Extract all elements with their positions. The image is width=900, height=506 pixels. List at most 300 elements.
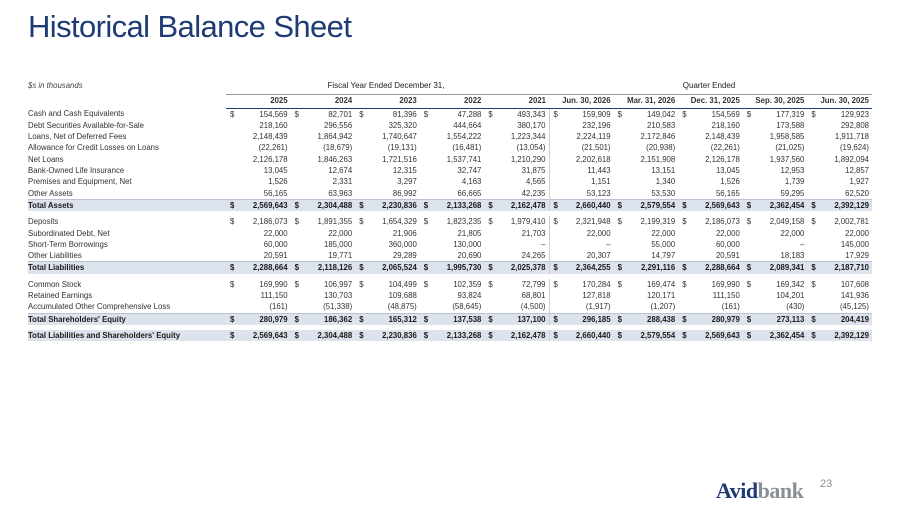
row-label: Loans, Net of Deferred Fees (28, 132, 127, 142)
value-cell (807, 176, 872, 187)
value-cell (355, 301, 420, 313)
row-label: Premises and Equipment, Net (28, 177, 132, 187)
cell-value: 137,538 (453, 314, 482, 324)
cell-value: 2,321,948 (575, 217, 611, 227)
cell-value: 232,196 (582, 120, 611, 130)
cell-value: 1,537,741 (446, 154, 482, 164)
cell-value: (161) (721, 302, 740, 312)
row-label: Debt Securities Available-for-Sale (28, 120, 145, 130)
currency-symbol: $ (746, 109, 752, 119)
currency-symbol: $ (294, 217, 299, 227)
cell-value: 1,864,942 (317, 132, 353, 142)
currency-symbol: $ (746, 330, 752, 340)
value-cell (614, 239, 679, 250)
column-header: 2023 (355, 95, 420, 108)
currency-symbol: $ (553, 200, 558, 210)
cell-value: 296,185 (582, 314, 611, 324)
value-cell (807, 301, 872, 313)
cell-value: 42,235 (521, 188, 546, 198)
cell-value: 360,000 (388, 239, 417, 249)
value-cell (678, 279, 743, 290)
table-row (28, 290, 872, 301)
cell-value: 22,000 (263, 228, 288, 238)
currency-symbol: $ (746, 217, 752, 227)
cell-value: 292,808 (840, 120, 869, 130)
currency-symbol: $ (359, 200, 364, 210)
value-cell (549, 165, 614, 176)
cell-value: 18,183 (780, 251, 805, 261)
row-label: Common Stock (28, 279, 82, 289)
value-cell (484, 290, 549, 301)
cell-value: 2,199,319 (640, 217, 676, 227)
cell-value: 47,288 (457, 109, 482, 119)
currency-symbol: $ (811, 217, 816, 227)
avidbank-logo (716, 478, 803, 504)
cell-value: 1,340 (655, 177, 676, 187)
cell-value: 288,438 (647, 314, 676, 324)
value-cell (226, 262, 291, 274)
table-row (28, 142, 872, 153)
value-cell (420, 131, 485, 142)
cell-value: 444,664 (453, 120, 482, 130)
row-label: Total Assets (28, 199, 226, 211)
value-cell (678, 313, 743, 325)
value-cell (743, 216, 808, 227)
value-cell (484, 131, 549, 142)
row-label: Cash and Cash Equivalents (28, 109, 125, 119)
value-cell (226, 228, 291, 239)
value-cell (355, 262, 420, 274)
value-cell (355, 165, 420, 176)
value-cell (355, 250, 420, 262)
cell-value: 1,927 (849, 177, 869, 187)
table-row (28, 188, 872, 200)
value-cell (678, 301, 743, 313)
currency-symbol: $ (617, 200, 622, 210)
currency-symbol: $ (553, 314, 558, 324)
currency-symbol: $ (230, 109, 235, 119)
cell-value: 22,000 (780, 228, 805, 238)
logo-part-bank: bank (757, 478, 804, 503)
cell-value: 173,588 (776, 120, 805, 130)
cell-value: (19,624) (839, 143, 869, 153)
value-cell (420, 216, 485, 227)
cell-value: 2,304,488 (317, 200, 353, 210)
cell-value: 56,165 (263, 188, 288, 198)
currency-symbol: $ (294, 279, 299, 289)
cell-value: 2,288,664 (705, 263, 740, 273)
value-cell (420, 120, 485, 131)
currency-symbol: $ (746, 200, 752, 210)
value-cell (614, 108, 679, 120)
balance-sheet-table (28, 80, 872, 341)
value-cell (678, 250, 743, 262)
cell-value: 2,291,116 (640, 263, 676, 273)
value-cell (743, 188, 808, 200)
cell-value: 60,000 (715, 239, 740, 249)
value-cell (549, 120, 614, 131)
cell-value: 218,160 (711, 120, 740, 130)
currency-symbol: $ (811, 314, 816, 324)
value-cell (678, 188, 743, 200)
cell-value: 2,224,119 (576, 132, 611, 142)
value-cell (291, 290, 356, 301)
cell-value: 2,230,836 (382, 330, 417, 340)
value-cell (484, 108, 549, 120)
table-row (28, 165, 872, 176)
currency-symbol: $ (811, 279, 816, 289)
value-cell (614, 301, 679, 313)
value-cell (291, 250, 356, 262)
value-cell (678, 131, 743, 142)
cell-value: 22,000 (328, 228, 353, 238)
currency-symbol: $ (682, 314, 687, 324)
column-header: Jun. 30, 2026 (549, 95, 614, 108)
cell-value: 2,569,643 (705, 330, 740, 340)
table-row (28, 301, 872, 313)
cell-value: 2,025,378 (510, 263, 546, 273)
currency-symbol: $ (230, 217, 235, 227)
cell-value: (21,501) (581, 143, 611, 153)
cell-value: 72,799 (521, 279, 546, 289)
column-header: 2022 (420, 95, 485, 108)
cell-value: 3,297 (397, 177, 417, 187)
cell-value: 1,739 (784, 177, 805, 187)
value-cell (420, 176, 485, 187)
cell-value: 296,556 (324, 120, 353, 130)
value-cell (226, 188, 291, 200)
value-cell (807, 131, 872, 142)
value-cell (484, 228, 549, 239)
value-cell (549, 301, 614, 313)
currency-symbol: $ (617, 314, 622, 324)
value-cell (420, 290, 485, 301)
currency-symbol: $ (617, 109, 622, 119)
cell-value: 20,591 (263, 251, 288, 261)
value-cell (807, 165, 872, 176)
cell-value: 56,165 (715, 188, 740, 198)
value-cell (549, 262, 614, 274)
value-cell (807, 239, 872, 250)
cell-value: 2,331 (332, 177, 353, 187)
value-cell (484, 165, 549, 176)
value-cell (226, 165, 291, 176)
value-cell (226, 142, 291, 153)
currency-symbol: $ (359, 330, 364, 340)
value-cell (614, 290, 679, 301)
currency-symbol: $ (423, 217, 429, 227)
currency-symbol: $ (682, 263, 687, 273)
column-header: Mar. 31, 2026 (614, 95, 679, 108)
cell-value: 4,163 (461, 177, 482, 187)
cell-value: 59,295 (780, 188, 805, 198)
cell-value: 2,202,618 (575, 154, 611, 164)
value-cell (743, 120, 808, 131)
cell-value: 19,771 (328, 251, 353, 261)
cell-value: 141,936 (840, 291, 869, 301)
cell-value: 21,805 (457, 228, 482, 238)
cell-value: 2,569,643 (705, 200, 740, 210)
value-cell (355, 108, 420, 120)
cell-value: (22,261) (258, 143, 288, 153)
table-row (28, 120, 872, 131)
value-cell (614, 131, 679, 142)
value-cell (614, 313, 679, 325)
currency-symbol: $ (811, 330, 816, 340)
value-cell (807, 199, 872, 211)
grand-total-row (28, 330, 872, 341)
value-cell (549, 330, 614, 341)
currency-symbol: $ (423, 200, 429, 210)
cell-value: 2,186,073 (705, 217, 740, 227)
value-cell (420, 154, 485, 165)
value-cell (291, 301, 356, 313)
cell-value: 2,162,478 (510, 330, 546, 340)
cell-value: 2,049,158 (769, 217, 805, 227)
row-label: Net Loans (28, 154, 64, 164)
currency-symbol: $ (811, 263, 816, 273)
value-cell (355, 313, 420, 325)
value-cell (743, 165, 808, 176)
cell-value: 1,979,410 (510, 217, 546, 227)
cell-value: 120,171 (647, 291, 676, 301)
value-cell (420, 228, 485, 239)
value-cell (420, 239, 485, 250)
table-row (28, 108, 872, 120)
cell-value: 106,997 (324, 279, 353, 289)
currency-symbol: $ (359, 263, 364, 273)
cell-value: 145,000 (840, 239, 869, 249)
cell-value: 55,000 (651, 239, 676, 249)
value-cell (807, 216, 872, 227)
cell-value: 1,151 (591, 177, 611, 187)
currency-symbol: $ (359, 109, 364, 119)
cell-value: 2,133,268 (446, 330, 482, 340)
cell-value: 380,170 (517, 120, 546, 130)
cell-value: 1,721,516 (382, 154, 417, 164)
value-cell (291, 188, 356, 200)
value-cell (291, 120, 356, 131)
value-cell (678, 216, 743, 227)
row-label: Other Assets (28, 188, 73, 198)
cell-value: 2,660,440 (575, 200, 611, 210)
value-cell (549, 250, 614, 262)
cell-value: 2,186,073 (252, 217, 288, 227)
cell-value: 149,042 (647, 109, 676, 119)
value-cell (291, 262, 356, 274)
row-label: Retained Earnings (28, 291, 93, 301)
cell-value: 2,392,129 (834, 330, 869, 340)
currency-symbol: $ (488, 217, 493, 227)
cell-value: (1,917) (585, 302, 611, 312)
row-label: Total Liabilities (28, 262, 226, 274)
currency-symbol: $ (488, 314, 493, 324)
cell-value: 130,703 (324, 291, 353, 301)
cell-value: 186,362 (324, 314, 353, 324)
currency-symbol: $ (230, 314, 235, 324)
cell-value: (13,054) (516, 143, 546, 153)
value-cell (678, 154, 743, 165)
value-cell (549, 131, 614, 142)
value-cell (355, 154, 420, 165)
currency-symbol: $ (294, 263, 299, 273)
value-cell (420, 301, 485, 313)
value-cell (549, 313, 614, 325)
cell-value: 2,148,439 (252, 132, 288, 142)
cell-value: 21,906 (392, 228, 417, 238)
cell-value: 1,995,730 (446, 263, 482, 273)
value-cell (614, 120, 679, 131)
value-cell (420, 199, 485, 211)
currency-symbol: $ (423, 263, 429, 273)
cell-value: 2,362,454 (769, 330, 805, 340)
value-cell (291, 176, 356, 187)
cell-value: 154,569 (259, 109, 288, 119)
cell-value: – (800, 239, 805, 249)
cell-value: 13,151 (651, 166, 676, 176)
column-header: Sep. 30, 2025 (743, 95, 808, 108)
column-header: Jun. 30, 2025 (807, 95, 872, 108)
currency-symbol: $ (359, 279, 364, 289)
cell-value: 20,690 (457, 251, 482, 261)
cell-value: 2,172,846 (640, 132, 676, 142)
value-cell (743, 176, 808, 187)
value-cell (484, 301, 549, 313)
cell-value: 1,823,235 (446, 217, 482, 227)
cell-value: 111,150 (712, 291, 740, 301)
cell-value: 165,312 (388, 314, 417, 324)
cell-value: 102,359 (453, 279, 482, 289)
cell-value: 154,569 (711, 109, 740, 119)
cell-value: 2,065,524 (382, 263, 417, 273)
cell-value: 273,113 (776, 314, 805, 324)
currency-symbol: $ (553, 279, 558, 289)
cell-value: 2,151,908 (640, 154, 676, 164)
cell-value: 493,343 (517, 109, 546, 119)
value-cell (807, 154, 872, 165)
currency-symbol: $ (811, 109, 816, 119)
cell-value: 17,929 (845, 251, 869, 261)
total-row (28, 313, 872, 325)
value-cell (549, 154, 614, 165)
currency-symbol: $ (488, 200, 493, 210)
cell-value: (20,938) (646, 143, 676, 153)
cell-value: 1,891,355 (317, 217, 353, 227)
value-cell (614, 165, 679, 176)
value-cell (226, 120, 291, 131)
cell-value: 12,674 (328, 166, 353, 176)
currency-symbol: $ (359, 314, 364, 324)
value-cell (291, 239, 356, 250)
cell-value: 104,499 (388, 279, 417, 289)
cell-value: 107,608 (840, 279, 869, 289)
currency-symbol: $ (488, 263, 493, 273)
cell-value: 325,320 (388, 120, 417, 130)
cell-value: 2,579,554 (640, 200, 676, 210)
cell-value: 22,000 (715, 228, 740, 238)
cell-value: 2,288,664 (252, 263, 288, 273)
cell-value: 53,530 (651, 188, 676, 198)
value-cell (226, 131, 291, 142)
cell-value: (1,207) (650, 302, 676, 312)
value-cell (355, 142, 420, 153)
value-cell (743, 279, 808, 290)
cell-value: 20,307 (586, 251, 611, 261)
cell-value: 2,187,710 (834, 263, 869, 273)
value-cell (291, 199, 356, 211)
cell-value: 280,979 (711, 314, 740, 324)
value-cell (678, 199, 743, 211)
cell-value: 210,583 (647, 120, 676, 130)
value-cell (484, 120, 549, 131)
cell-value: 12,857 (845, 166, 869, 176)
cell-value: 22,000 (586, 228, 611, 238)
value-cell (484, 188, 549, 200)
value-cell (614, 142, 679, 153)
value-cell (743, 250, 808, 262)
value-cell (291, 330, 356, 341)
value-cell (355, 279, 420, 290)
value-cell (807, 250, 872, 262)
currency-symbol: $ (553, 263, 558, 273)
cell-value: (58,645) (452, 302, 482, 312)
cell-value: 2,148,439 (705, 132, 740, 142)
cell-value: 60,000 (263, 239, 288, 249)
value-cell (420, 279, 485, 290)
cell-value: 1,223,344 (510, 132, 546, 142)
currency-symbol: $ (682, 279, 687, 289)
cell-value: 1,740,647 (382, 132, 417, 142)
cell-value: 2,118,126 (317, 263, 353, 273)
row-label: Total Shareholders' Equity (28, 313, 226, 325)
value-cell (614, 188, 679, 200)
currency-symbol: $ (617, 217, 622, 227)
cell-value: 2,569,643 (252, 330, 288, 340)
value-cell (614, 216, 679, 227)
value-cell (614, 154, 679, 165)
value-cell (549, 176, 614, 187)
value-cell (678, 165, 743, 176)
cell-value: 62,520 (845, 188, 869, 198)
cell-value: 127,818 (582, 291, 611, 301)
value-cell (678, 262, 743, 274)
value-cell (743, 262, 808, 274)
currency-symbol: $ (488, 330, 493, 340)
table-row (28, 131, 872, 142)
value-cell (484, 279, 549, 290)
currency-symbol: $ (488, 279, 493, 289)
currency-symbol: $ (617, 263, 622, 273)
cell-value: (4,500) (520, 302, 546, 312)
value-cell (484, 250, 549, 262)
value-cell (484, 199, 549, 211)
value-cell (743, 131, 808, 142)
value-cell (614, 250, 679, 262)
currency-symbol: $ (553, 109, 558, 119)
cell-value: 280,979 (259, 314, 288, 324)
value-cell (484, 216, 549, 227)
value-cell (549, 290, 614, 301)
row-label: Other Liabilities (28, 251, 82, 261)
value-cell (291, 313, 356, 325)
cell-value: 21,703 (521, 228, 546, 238)
currency-symbol: $ (294, 330, 299, 340)
cell-value: 1,911,718 (834, 132, 869, 142)
value-cell (484, 313, 549, 325)
cell-value: 2,364,255 (575, 263, 611, 273)
cell-value: 2,133,268 (446, 200, 482, 210)
value-cell (355, 199, 420, 211)
